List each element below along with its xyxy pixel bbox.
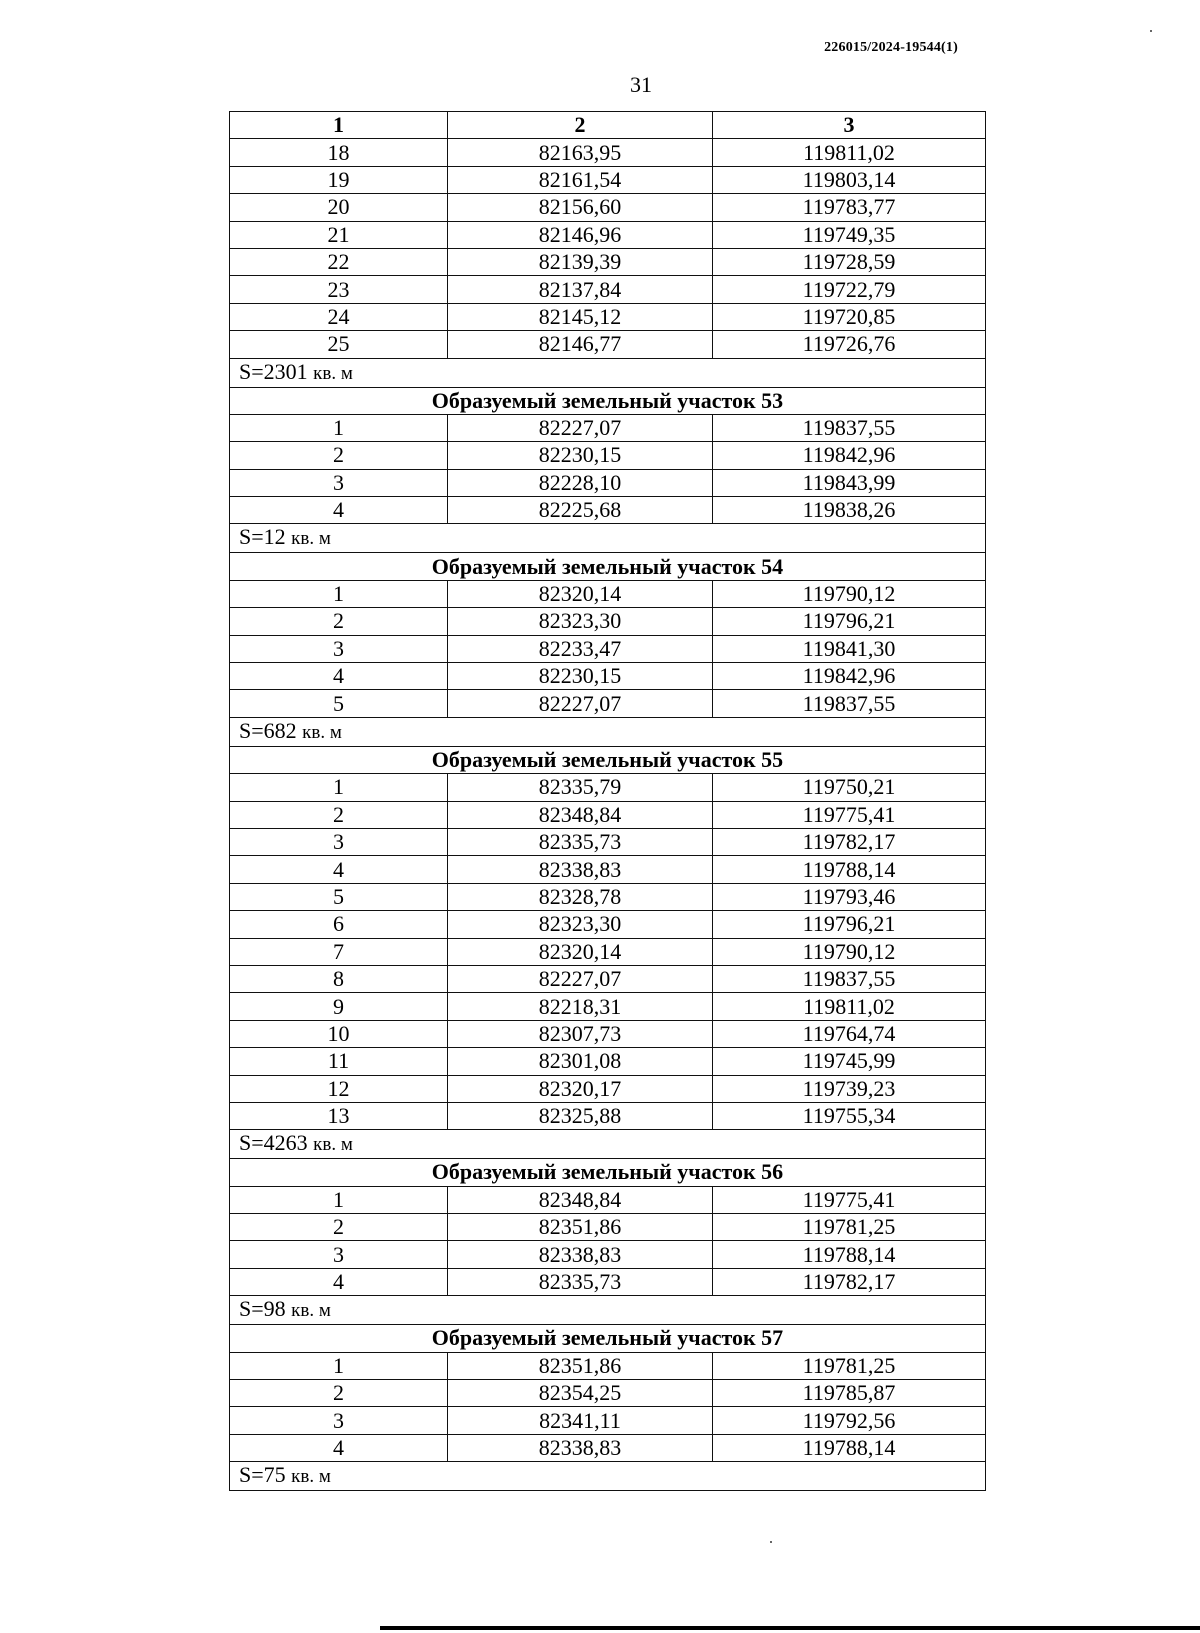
point-number-cell: 2 [230,801,448,828]
area-cell [230,524,986,553]
table-row [230,993,986,1020]
area-row [230,717,986,746]
x-coordinate-cell: 82227,07 [448,690,713,717]
table-row [230,1380,986,1407]
y-coordinate-cell: 119782,17 [713,828,986,855]
y-coordinate-cell: 119793,46 [713,883,986,910]
y-coordinate-cell: 119842,96 [713,663,986,690]
document-number: 226015/2024-19544(1) [824,40,958,55]
section-title: Образуемый земельный участок 57 [230,1325,986,1352]
table-row [230,635,986,662]
section-title-row [230,1325,986,1352]
x-coordinate-cell: 82225,68 [448,497,713,524]
y-coordinate-cell: 119837,55 [713,690,986,717]
area-unit: кв. м [302,721,342,743]
y-coordinate-cell: 119764,74 [713,1020,986,1047]
table-row [230,1352,986,1379]
table-row [230,248,986,275]
table-row [230,1407,986,1434]
table-row [230,1214,986,1241]
table-header-row [230,112,986,139]
y-coordinate-cell: 119842,96 [713,442,986,469]
area-unit: кв. м [313,362,353,384]
y-coordinate-cell: 119811,02 [713,993,986,1020]
area-cell [230,1462,986,1491]
x-coordinate-cell: 82338,83 [448,1434,713,1461]
section-title-row [230,1159,986,1186]
table-row [230,331,986,358]
point-number-cell: 6 [230,911,448,938]
x-coordinate-cell: 82335,73 [448,828,713,855]
area-unit: кв. м [291,528,331,550]
point-number-cell: 1 [230,580,448,607]
y-coordinate-cell: 119781,25 [713,1352,986,1379]
x-coordinate-cell: 82227,07 [448,965,713,992]
scan-speck [770,1541,772,1543]
x-coordinate-cell: 82351,86 [448,1352,713,1379]
y-coordinate-cell: 119841,30 [713,635,986,662]
point-number-cell: 3 [230,828,448,855]
table-row [230,828,986,855]
x-coordinate-cell: 82230,15 [448,663,713,690]
scan-speck [1150,30,1152,32]
y-coordinate-cell: 119728,59 [713,248,986,275]
table-row [230,1241,986,1268]
point-number-cell: 23 [230,276,448,303]
area-value: S=682 [239,717,297,743]
table-row [230,608,986,635]
area-row [230,1296,986,1325]
point-number-cell: 13 [230,1102,448,1129]
point-number-cell: 1 [230,774,448,801]
x-coordinate-cell: 82233,47 [448,635,713,662]
table-row [230,414,986,441]
area-value: S=75 [239,1462,286,1488]
table-row [230,497,986,524]
table-row [230,166,986,193]
x-coordinate-cell: 82146,96 [448,221,713,248]
point-number-cell: 4 [230,856,448,883]
y-coordinate-cell: 119745,99 [713,1048,986,1075]
x-coordinate-cell: 82218,31 [448,993,713,1020]
y-coordinate-cell: 119790,12 [713,938,986,965]
area-cell [230,717,986,746]
y-coordinate-cell: 119837,55 [713,965,986,992]
area-value: S=12 [239,524,286,550]
y-coordinate-cell: 119790,12 [713,580,986,607]
y-coordinate-cell: 119783,77 [713,194,986,221]
table-row [230,1186,986,1213]
y-coordinate-cell: 119811,02 [713,139,986,166]
x-coordinate-cell: 82354,25 [448,1380,713,1407]
section-title-row [230,387,986,414]
table-row [230,663,986,690]
area-value: S=4263 [239,1130,308,1156]
area-row [230,358,986,387]
table-row [230,801,986,828]
x-coordinate-cell: 82320,17 [448,1075,713,1102]
y-coordinate-cell: 119749,35 [713,221,986,248]
table-row [230,580,986,607]
y-coordinate-cell: 119755,34 [713,1102,986,1129]
table-row [230,1075,986,1102]
x-coordinate-cell: 82227,07 [448,414,713,441]
y-coordinate-cell: 119788,14 [713,1241,986,1268]
x-coordinate-cell: 82335,73 [448,1268,713,1295]
point-number-cell: 24 [230,303,448,330]
section-title: Образуемый земельный участок 53 [230,387,986,414]
y-coordinate-cell: 119792,56 [713,1407,986,1434]
table-row [230,442,986,469]
section-title: Образуемый земельный участок 54 [230,553,986,580]
x-coordinate-cell: 82325,88 [448,1102,713,1129]
table-row [230,139,986,166]
y-coordinate-cell: 119803,14 [713,166,986,193]
area-unit: кв. м [291,1300,331,1322]
table-row [230,1102,986,1129]
table-row [230,774,986,801]
area-value: S=98 [239,1296,286,1322]
table-row [230,1048,986,1075]
table-row [230,883,986,910]
point-number-cell: 2 [230,608,448,635]
x-coordinate-cell: 82163,95 [448,139,713,166]
y-coordinate-cell: 119720,85 [713,303,986,330]
x-coordinate-cell: 82137,84 [448,276,713,303]
x-coordinate-cell: 82351,86 [448,1214,713,1241]
column-header-point: 1 [230,112,448,139]
table-row [230,965,986,992]
point-number-cell: 2 [230,442,448,469]
y-coordinate-cell: 119739,23 [713,1075,986,1102]
point-number-cell: 9 [230,993,448,1020]
x-coordinate-cell: 82156,60 [448,194,713,221]
table-row [230,194,986,221]
area-row [230,524,986,553]
area-row [230,1462,986,1491]
area-cell [230,1130,986,1159]
point-number-cell: 8 [230,965,448,992]
point-number-cell: 11 [230,1048,448,1075]
y-coordinate-cell: 119838,26 [713,497,986,524]
point-number-cell: 1 [230,1186,448,1213]
y-coordinate-cell: 119775,41 [713,801,986,828]
point-number-cell: 4 [230,497,448,524]
table-row [230,1268,986,1295]
x-coordinate-cell: 82320,14 [448,938,713,965]
x-coordinate-cell: 82307,73 [448,1020,713,1047]
point-number-cell: 4 [230,1434,448,1461]
x-coordinate-cell: 82338,83 [448,856,713,883]
area-value: S=2301 [239,358,308,384]
x-coordinate-cell: 82341,11 [448,1407,713,1434]
table-row [230,856,986,883]
column-header-x: 2 [448,112,713,139]
x-coordinate-cell: 82328,78 [448,883,713,910]
y-coordinate-cell: 119788,14 [713,856,986,883]
coordinates-table [229,111,986,1491]
area-cell [230,1296,986,1325]
area-cell [230,358,986,387]
point-number-cell: 4 [230,663,448,690]
point-number-cell: 3 [230,1407,448,1434]
table-row [230,911,986,938]
table-row [230,303,986,330]
point-number-cell: 12 [230,1075,448,1102]
x-coordinate-cell: 82348,84 [448,1186,713,1213]
point-number-cell: 20 [230,194,448,221]
y-coordinate-cell: 119796,21 [713,608,986,635]
point-number-cell: 3 [230,1241,448,1268]
x-coordinate-cell: 82323,30 [448,608,713,635]
point-number-cell: 5 [230,690,448,717]
x-coordinate-cell: 82230,15 [448,442,713,469]
point-number-cell: 3 [230,469,448,496]
point-number-cell: 19 [230,166,448,193]
column-header-y: 3 [713,112,986,139]
x-coordinate-cell: 82338,83 [448,1241,713,1268]
y-coordinate-cell: 119843,99 [713,469,986,496]
y-coordinate-cell: 119788,14 [713,1434,986,1461]
y-coordinate-cell: 119750,21 [713,774,986,801]
point-number-cell: 7 [230,938,448,965]
point-number-cell: 18 [230,139,448,166]
point-number-cell: 22 [230,248,448,275]
y-coordinate-cell: 119837,55 [713,414,986,441]
x-coordinate-cell: 82320,14 [448,580,713,607]
section-title: Образуемый земельный участок 56 [230,1159,986,1186]
x-coordinate-cell: 82146,77 [448,331,713,358]
point-number-cell: 2 [230,1380,448,1407]
y-coordinate-cell: 119782,17 [713,1268,986,1295]
section-title: Образуемый земельный участок 55 [230,746,986,773]
y-coordinate-cell: 119775,41 [713,1186,986,1213]
area-row [230,1130,986,1159]
x-coordinate-cell: 82139,39 [448,248,713,275]
area-unit: кв. м [291,1466,331,1488]
table-row [230,938,986,965]
point-number-cell: 1 [230,414,448,441]
point-number-cell: 4 [230,1268,448,1295]
table-row [230,221,986,248]
x-coordinate-cell: 82335,79 [448,774,713,801]
area-unit: кв. м [313,1134,353,1156]
x-coordinate-cell: 82301,08 [448,1048,713,1075]
x-coordinate-cell: 82145,12 [448,303,713,330]
point-number-cell: 25 [230,331,448,358]
point-number-cell: 3 [230,635,448,662]
x-coordinate-cell: 82161,54 [448,166,713,193]
point-number-cell: 2 [230,1214,448,1241]
scan-bottom-rule [380,1626,1200,1630]
point-number-cell: 10 [230,1020,448,1047]
table-row [230,276,986,303]
table-body [230,139,986,1491]
point-number-cell: 5 [230,883,448,910]
table-row [230,469,986,496]
page-number: 31 [630,72,652,97]
y-coordinate-cell: 119796,21 [713,911,986,938]
y-coordinate-cell: 119785,87 [713,1380,986,1407]
point-number-cell: 21 [230,221,448,248]
y-coordinate-cell: 119726,76 [713,331,986,358]
section-title-row [230,746,986,773]
x-coordinate-cell: 82348,84 [448,801,713,828]
table-row [230,1020,986,1047]
point-number-cell: 1 [230,1352,448,1379]
table-row [230,690,986,717]
x-coordinate-cell: 82228,10 [448,469,713,496]
y-coordinate-cell: 119722,79 [713,276,986,303]
section-title-row [230,553,986,580]
table-row [230,1434,986,1461]
y-coordinate-cell: 119781,25 [713,1214,986,1241]
x-coordinate-cell: 82323,30 [448,911,713,938]
